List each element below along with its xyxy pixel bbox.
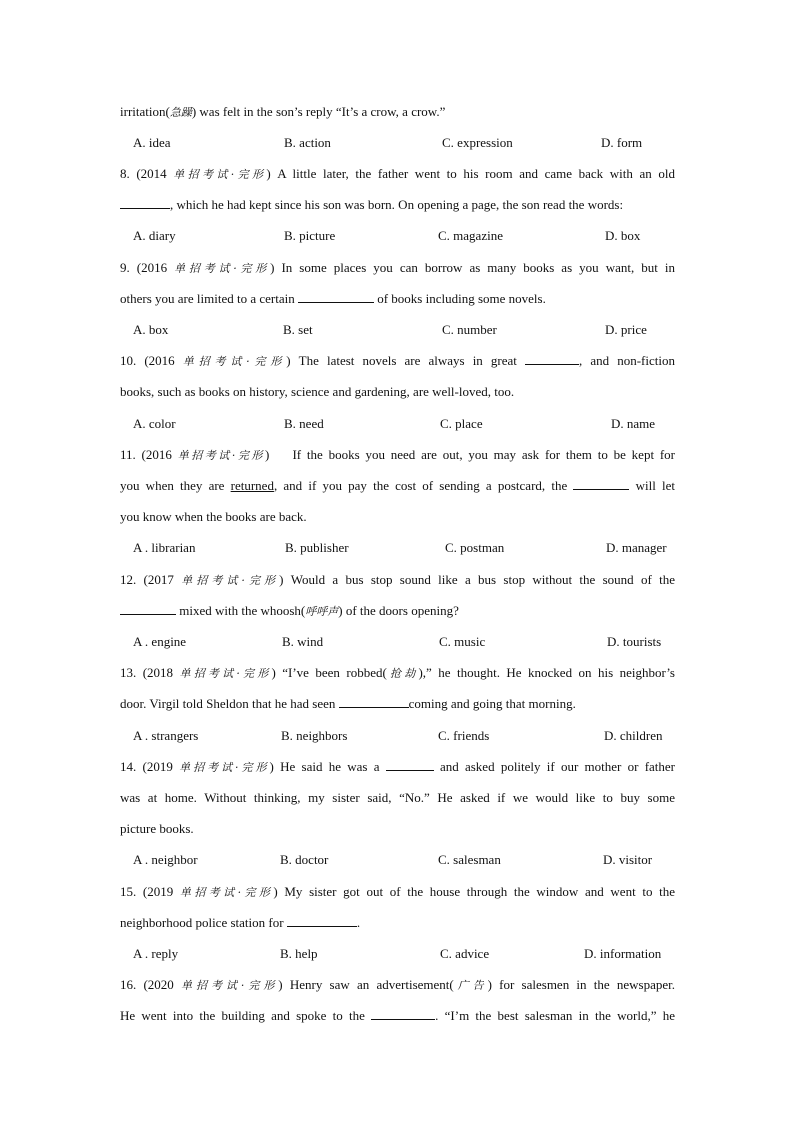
q13-options [120, 728, 675, 744]
q14-option-d[interactable]: D. visitor [603, 852, 653, 867]
q8-option-b[interactable]: B. picture [284, 228, 336, 243]
q12-option-c[interactable]: C. music [439, 634, 486, 649]
q7-options [120, 135, 675, 151]
q16-stem-line1: 16. (2020 单招考试·完形) Henry saw an advertisement(广告) for salesmen in the newspaper. [120, 977, 675, 992]
q14-options [120, 852, 675, 868]
q14-stem-line2: was at home. Without thinking, my sister said, “No.” He asked if we would like to buy some [120, 790, 675, 805]
q14-option-a[interactable]: A . neighbor [133, 852, 198, 867]
q14-stem-line3: picture books. [120, 821, 194, 836]
q9-option-b[interactable]: B. set [283, 322, 313, 337]
q15-option-b[interactable]: B. help [280, 946, 318, 961]
q10-stem-line2: books, such as books on history, science and gardening, are well-loved, too. [120, 384, 515, 399]
q13-option-b[interactable]: B. neighbors [281, 728, 348, 743]
q12-option-a[interactable]: A . engine [133, 634, 187, 649]
answer-blank[interactable] [298, 291, 374, 303]
answer-blank[interactable] [386, 759, 434, 771]
q11-stem-line2: you when they are returned, and if you pay the cost of sending a postcard, the will let [120, 478, 675, 493]
q14-option-c[interactable]: C. salesman [438, 852, 501, 867]
q7-option-b[interactable]: B. action [284, 135, 331, 150]
q10-option-b[interactable]: B. need [284, 416, 324, 431]
q8-option-c[interactable]: C. magazine [438, 228, 503, 243]
q13-stem-line1: 13. (2018 单招考试·完形) “I’ve been robbed(抢劫),” he thought. He knocked on his neighbor’s [120, 665, 675, 680]
q12-stem-line1: 12. (2017 单招考试·完形) Would a bus stop sound like a bus stop without the sound of the [120, 572, 675, 587]
q10-option-a[interactable]: A. color [133, 416, 176, 431]
answer-blank[interactable] [120, 603, 176, 615]
answer-blank[interactable] [339, 696, 409, 708]
q9-option-a[interactable]: A. box [133, 322, 169, 337]
q7-stem: irritation(急躁) was felt in the son’s reply “It’s a crow, a crow.” [120, 104, 446, 119]
q13-stem-line2: door. Virgil told Sheldon that he had seen coming and going that morning. [120, 696, 576, 711]
answer-blank[interactable] [525, 353, 579, 365]
answer-blank[interactable] [287, 915, 357, 927]
q8-stem-line2: , which he had kept since his son was born. On opening a page, the son read the words: [120, 197, 675, 213]
q11-option-c[interactable]: C. postman [445, 540, 505, 555]
q15-option-c[interactable]: C. advice [440, 946, 490, 961]
q7-option-c[interactable]: C. expression [442, 135, 513, 150]
q12-option-d[interactable]: D. tourists [607, 634, 662, 649]
q10-option-c[interactable]: C. place [440, 416, 483, 431]
q11-options [120, 540, 675, 556]
q9-option-c[interactable]: C. number [442, 322, 497, 337]
answer-blank[interactable] [120, 197, 170, 209]
q10-stem-line1: 10. (2016 单招考试·完形) The latest novels are always in great , and non-fiction [120, 353, 675, 368]
q15-options [120, 946, 675, 962]
q8-stem-line1: 8. (2014 单招考试·完形) A little later, the father went to his room and came back with an old [120, 166, 675, 181]
q10-options [120, 416, 675, 432]
q11-stem-line3: you know when the books are back. [120, 509, 307, 524]
q13-option-c[interactable]: C. friends [438, 728, 490, 743]
q16-stem-line2: He went into the building and spoke to the . “I’m the best salesman in the world,” he [120, 1008, 675, 1023]
q7-option-a[interactable]: A. idea [133, 135, 171, 150]
q14-option-b[interactable]: B. doctor [280, 852, 329, 867]
q9-stem-line2: others you are limited to a certain of books including some novels. [120, 291, 546, 306]
q12-options [120, 634, 675, 650]
q11-option-a[interactable]: A . librarian [133, 540, 196, 555]
q11-option-b[interactable]: B. publisher [285, 540, 349, 555]
q8-option-d[interactable]: D. box [605, 228, 641, 243]
q15-option-a[interactable]: A . reply [133, 946, 179, 961]
q14-stem-line1: 14. (2019 单招考试·完形) He said he was a and asked politely if our mother or father [120, 759, 675, 774]
q7-option-d[interactable]: D. form [601, 135, 643, 150]
q11-stem-line1: 11. (2016 单招考试·完形) If the books you need are out, you may ask for them to be kept for [120, 447, 676, 462]
answer-blank[interactable] [371, 1008, 435, 1020]
q9-stem-line1: 9. (2016 单招考试·完形) In some places you can borrow as many books as you want, but in [120, 260, 675, 275]
q8-options [120, 228, 675, 244]
q13-option-d[interactable]: D. children [604, 728, 663, 743]
q9-option-d[interactable]: D. price [605, 322, 647, 337]
q9-options [120, 322, 675, 338]
q8-option-a[interactable]: A. diary [133, 228, 176, 243]
q12-stem-line2: mixed with the whoosh(呼呼声) of the doors opening? [120, 603, 675, 620]
q13-option-a[interactable]: A . strangers [133, 728, 199, 743]
answer-blank[interactable] [573, 478, 629, 490]
q11-option-d[interactable]: D. manager [606, 540, 667, 555]
q12-option-b[interactable]: B. wind [282, 634, 324, 649]
q15-stem-line1: 15. (2019 单招考试·完形) My sister got out of the house through the window and went to the [120, 884, 676, 899]
q15-option-d[interactable]: D. information [584, 946, 662, 961]
q10-option-d[interactable]: D. name [611, 416, 656, 431]
q15-stem-line2: neighborhood police station for . [120, 915, 361, 930]
